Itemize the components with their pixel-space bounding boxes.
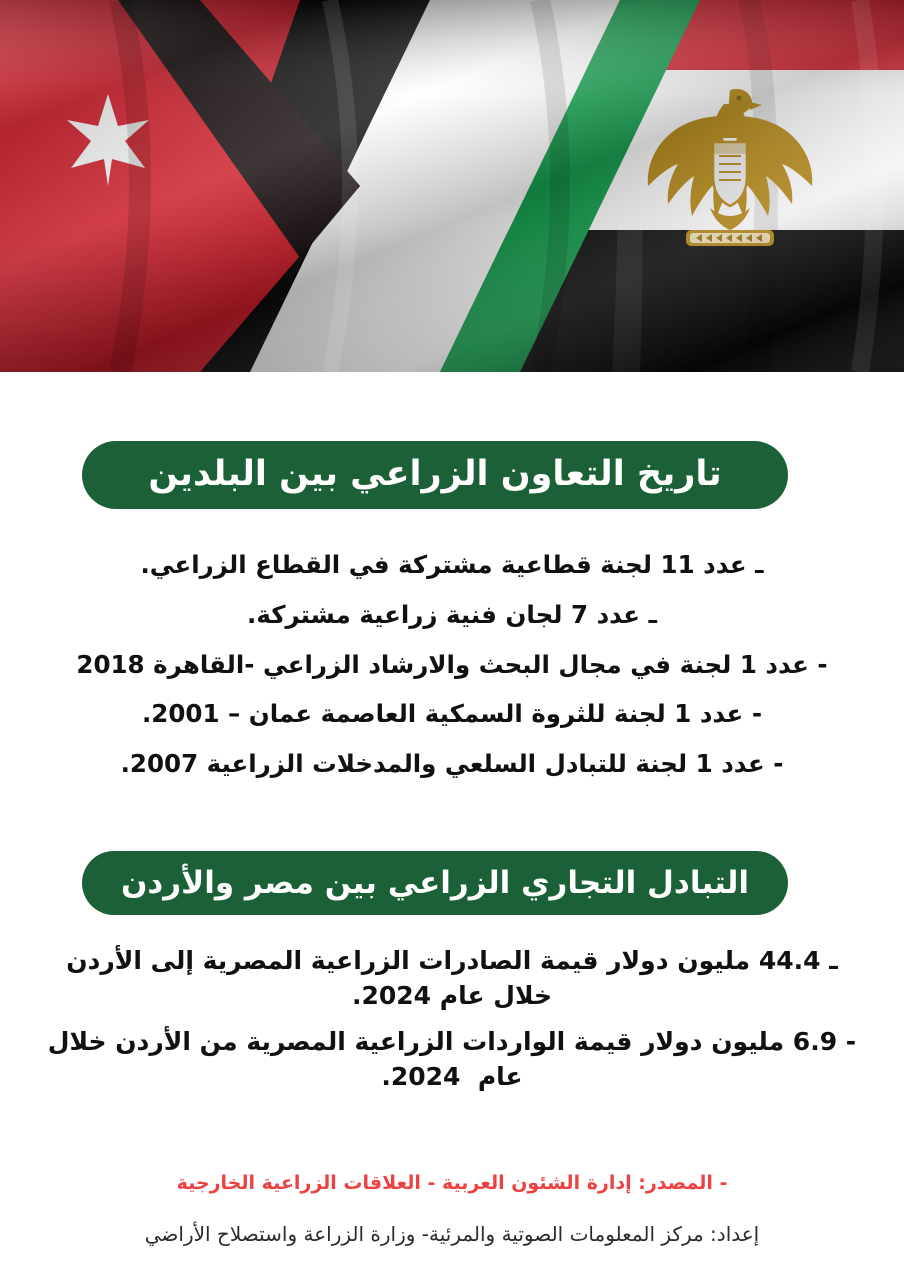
flag-image [0, 0, 904, 372]
trade-bullet-list [40, 944, 864, 1094]
source-attribution: - المصدر: إدارة الشئون العربية - العلاقات الزراعية الخارجية [176, 1172, 728, 1194]
list-item: - عدد 1 لجنة للتبادل السلعي والمدخلات الزراعية 2007. [120, 749, 784, 779]
combined-flags-graphic [0, 0, 904, 372]
list-item: ـ عدد 11 لجنة قطاعية مشتركة في القطاع الزراعي. [140, 550, 764, 579]
list-item: - 6.9 مليون دولار قيمة الواردات الزراعية المصرية من الأردن خلال عام 2024. [39, 1027, 857, 1091]
list-item: - عدد 1 لجنة في مجال البحث والارشاد الزراعي -القاهرة 2018 [76, 649, 828, 679]
producer-credit: إعداد: مركز المعلومات الصوتية والمرئية- وزارة الزراعة واستصلاح الأراضي [144, 1222, 760, 1246]
list-item: ـ عدد 7 لجان فنية زراعية مشتركة. [247, 599, 657, 629]
section-heading-trade: التبادل التجاري الزراعي بين مصر والأردن [82, 851, 788, 915]
list-item: - عدد 1 لجنة للثروة السمكية العاصمة عمان – 2001. [141, 699, 762, 729]
section-heading-history: تاريخ التعاون الزراعي بين البلدين [82, 441, 788, 509]
list-item: ـ 44.4 مليون دولار قيمة الصادرات الزراعية المصرية إلى الأردن خلال عام 2024. [57, 946, 838, 1010]
history-bullet-list [40, 548, 864, 781]
